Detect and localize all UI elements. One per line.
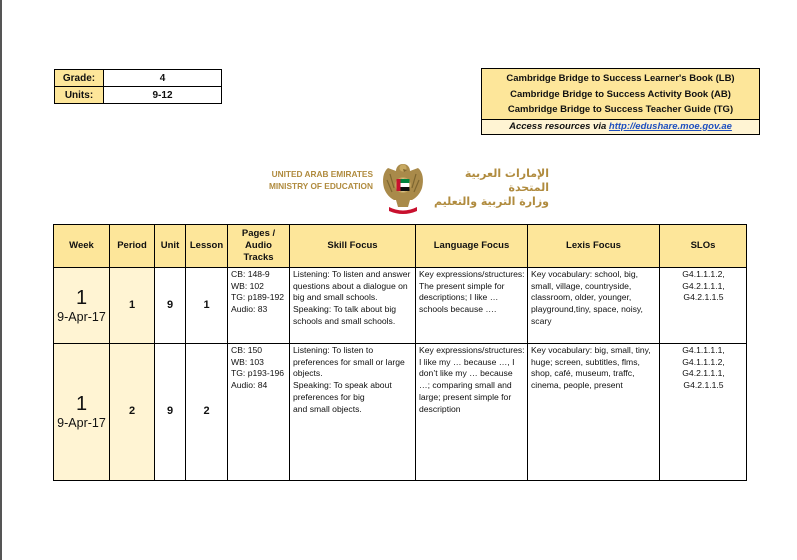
- week-number: 1: [75, 286, 88, 309]
- ministry-english: [252, 168, 373, 192]
- skill-listening: Listening: To listen to preferences for small or large objects.: [293, 345, 405, 379]
- header-unit: Unit: [155, 225, 186, 268]
- uae-emblem-icon: [380, 160, 426, 216]
- language-focus-cell: Key expressions/structures: I like my … because …, I don’t like my … because …; comparing small and large; present simple for description: [416, 344, 528, 481]
- week-cell: [54, 268, 110, 344]
- unit-cell: 9: [155, 268, 186, 344]
- units-row: [55, 87, 222, 104]
- pages-cb: CB: 150: [231, 345, 263, 355]
- slos-cell: [660, 344, 747, 481]
- slos-cell: [660, 268, 747, 344]
- lesson-cell: 2: [186, 344, 228, 481]
- unit-cell: 9: [155, 344, 186, 481]
- slo-item: G4.1.1.1.2,: [682, 269, 725, 279]
- header-language-focus: Language Focus: [416, 225, 528, 268]
- pages-tg: TG: p189-192: [231, 292, 285, 303]
- ministry-ar-line1: الإمارات العربية المتحدة: [464, 167, 549, 194]
- header-lesson: Lesson: [186, 225, 228, 268]
- pages-wb: WB: 103: [231, 356, 264, 367]
- pages-audio: Audio: 83: [231, 304, 268, 315]
- access-prefix: Access resources via: [509, 120, 609, 132]
- week-cell: [54, 344, 110, 481]
- lexis-focus-cell: Key vocabulary: school, big, small, village, countryside, classroom, older, younger, playground,tiny, space, noisy, scary: [528, 268, 660, 344]
- pages-tg: TG: p193-196: [231, 368, 285, 379]
- skill-speaking: Speaking: To talk about big schools and small schools.: [293, 304, 397, 326]
- lesson-plan-table: [53, 224, 747, 481]
- pages-cb: CB: 148-9: [231, 269, 270, 279]
- header-period: Period: [110, 225, 155, 268]
- ministry-en-line1: UNITED ARAB EMIRATES: [271, 169, 373, 179]
- slo-item: G4.2.1.1.5: [683, 292, 724, 303]
- grade-row: [55, 70, 222, 87]
- book-list: [482, 69, 759, 120]
- skill-speaking-cont: and small objects.: [293, 403, 362, 414]
- book-activity: Cambridge Bridge to Success Activity Book (AB): [510, 88, 731, 100]
- table-row: [54, 344, 747, 481]
- resources-box: [481, 68, 760, 135]
- units-value: 9-12: [104, 87, 222, 104]
- access-line: [482, 120, 759, 134]
- grade-label: Grade:: [55, 70, 104, 87]
- table-row: [54, 268, 747, 344]
- page-left-edge: [0, 0, 2, 560]
- period-cell: 1: [110, 268, 155, 344]
- header-pages-line3: Tracks: [243, 252, 274, 263]
- header-week: Week: [54, 225, 110, 268]
- ministry-header: [252, 160, 552, 220]
- period-cell: 2: [110, 344, 155, 481]
- header-slos: SLOs: [660, 225, 747, 268]
- lexis-line: Key vocabulary: big, small, tiny, huge; screen, subtitles, flms, shop, café, museum, traffc,: [531, 345, 651, 379]
- header-lexis-focus: Lexis Focus: [528, 225, 660, 268]
- book-learners: Cambridge Bridge to Success Learner's Book (LB): [506, 73, 735, 84]
- header-row: [54, 225, 747, 268]
- lexis-line: cinema, people, present: [531, 380, 623, 391]
- week-date: 9-Apr-17: [57, 309, 106, 324]
- header-skill-focus: Skill Focus: [290, 225, 416, 268]
- skill-focus-cell: [290, 268, 416, 344]
- grade-value: 4: [104, 70, 222, 87]
- lesson-cell: 1: [186, 268, 228, 344]
- skill-listening: Listening: To listen and answer questions about a dialogue on big and small schools.: [293, 269, 411, 303]
- slo-item: G4.2.1.1.5: [683, 380, 724, 391]
- pages-cell: [228, 344, 290, 481]
- slo-item: G4.1.1.1.2,: [682, 356, 725, 367]
- pages-wb: WB: 102: [231, 280, 264, 291]
- pages-cell: [228, 268, 290, 344]
- lexis-focus-cell: [528, 344, 660, 481]
- slo-item: G4.1.1.1.1,: [682, 345, 725, 355]
- grade-units-box: [54, 69, 222, 104]
- week-number: 1: [75, 393, 88, 415]
- slo-item: G4.2.1.1.1,: [682, 280, 725, 291]
- header-pages-line1: Pages /: [241, 228, 276, 239]
- ministry-en-line2: MINISTRY OF EDUCATION: [268, 181, 373, 191]
- header-pages-line2: Audio: [245, 240, 272, 251]
- skill-speaking: Speaking: To speak about preferences for big: [293, 380, 392, 402]
- edushare-link[interactable]: http://edushare.moe.gov.ae: [608, 120, 732, 132]
- week-date: 9-Apr-17: [57, 416, 106, 430]
- book-teacher-guide: Cambridge Bridge to Success Teacher Guide (TG): [507, 104, 734, 115]
- slo-item: G4.2.1.1.1,: [682, 368, 725, 379]
- pages-audio: Audio: 84: [231, 380, 268, 391]
- units-label: Units:: [55, 87, 104, 104]
- header-pages: [228, 225, 290, 268]
- ministry-ar-line2: وزارة التربية والتعليم: [434, 195, 549, 208]
- language-focus-cell: Key expressions/structures: The present simple for descriptions; I like … schools because ….: [416, 268, 528, 344]
- skill-focus-cell: [290, 344, 416, 481]
- ministry-arabic: [429, 167, 549, 209]
